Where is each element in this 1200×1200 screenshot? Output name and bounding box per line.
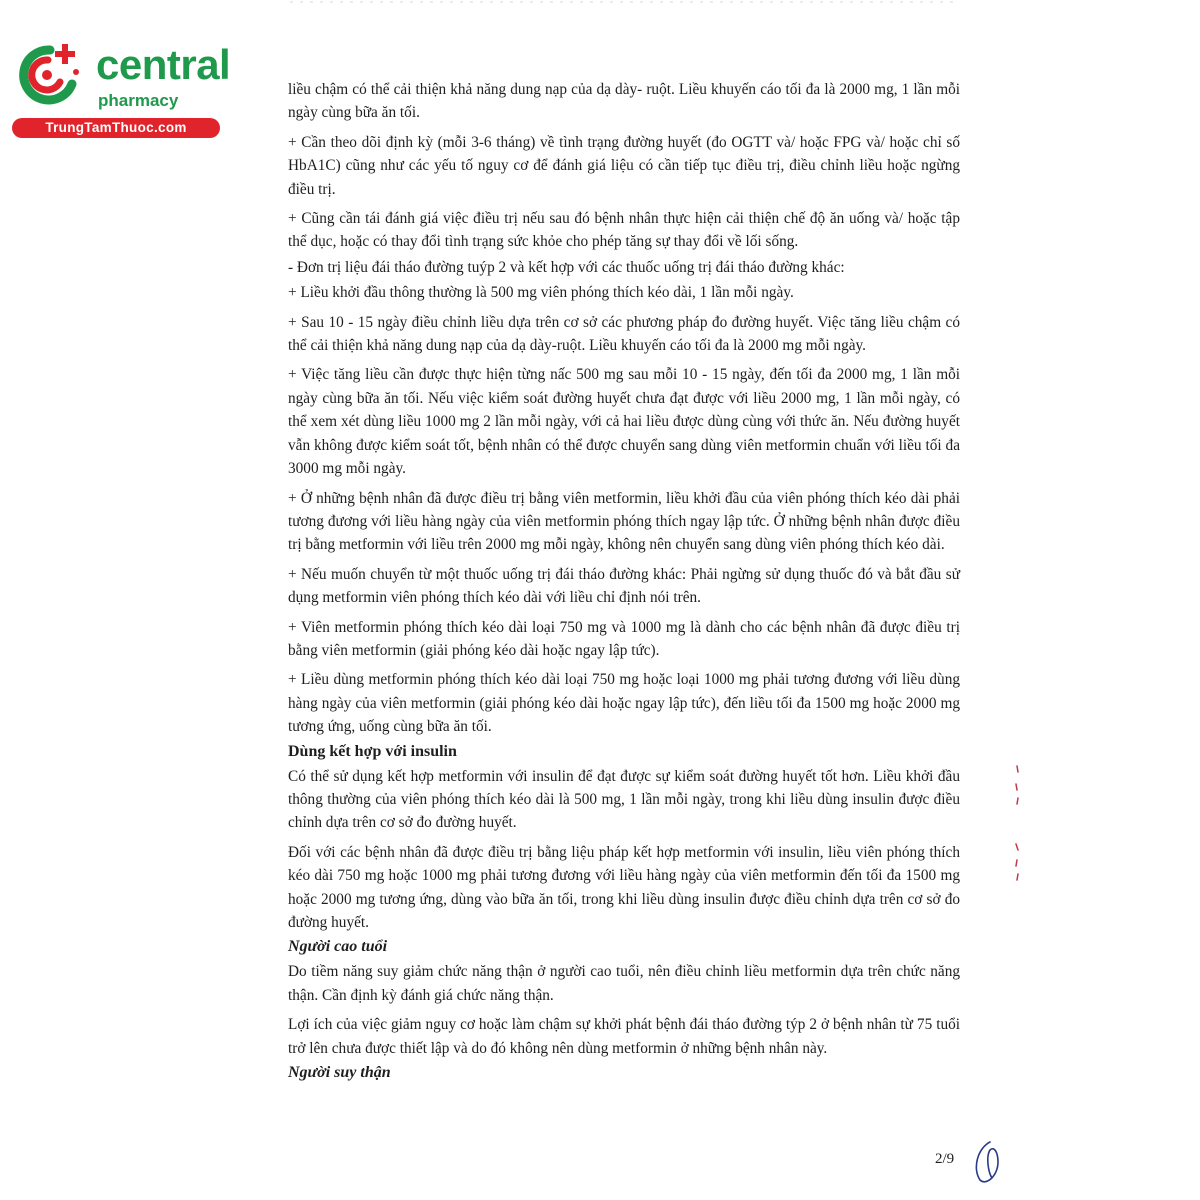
- page-number: 2/9: [935, 1151, 955, 1167]
- paragraph: + Ở những bệnh nhân đã được điều trị bằng viên metformin, liều khởi đầu của viên phóng thích kéo dài phải tương đương với liều hàng ngày của viên metformin phóng thích ngay lập tức. Ở những bệnh nhân được điều trị bằng metformin với liều trên 2000 mg mỗi ngày, không nên chuyển sang dùng viên phóng thích kéo dài.: [288, 489, 960, 554]
- website-banner: TrungTamThuoc.com: [12, 118, 220, 138]
- renal-heading: Người suy thận: [288, 1064, 391, 1082]
- paragraph: Có thể sử dụng kết hợp metformin với insulin để đạt được sự kiểm soát đường huyết tốt hơn. Liều khởi đầu thông thường của viên phóng thích kéo dài là 500 mg, 1 lần mỗi ngày, trong khi liều dùng insulin được điều chỉnh dựa trên cơ sở đo đường huyết.: [288, 767, 960, 832]
- paragraph: Do tiềm năng suy giảm chức năng thận ở người cao tuổi, nên điều chỉnh liều metformin dựa trên chức năng thận. Cần định kỳ đánh giá chức năng thận.: [288, 963, 960, 1004]
- margin-stamp-marks: [1010, 760, 1024, 890]
- paragraph: + Viên metformin phóng thích kéo dài loại 750 mg và 1000 mg là dành cho các bệnh nhân đã được điều trị bằng viên metformin (giải phóng kéo dài hoặc ngay lập tức).: [288, 618, 960, 659]
- scan-top-edge: [290, 0, 960, 6]
- paragraph: + Cũng cần tái đánh giá việc điều trị nếu sau đó bệnh nhân thực hiện cải thiện chế độ ăn uống và/ hoặc tập thể dục, hoặc có thay đổi tình trạng sức khỏe cho phép tăng sự thay đổi về lối sống.: [288, 210, 960, 251]
- paragraph: liều chậm có thể cải thiện khả năng dung nạp của dạ dày- ruột. Liều khuyến cáo tối đa là 2000 mg, 1 lần mỗi ngày cùng bữa ăn tối.: [288, 81, 960, 122]
- insulin-heading: Dùng kết hợp với insulin: [288, 742, 457, 760]
- signature-icon: [968, 1138, 1008, 1188]
- paragraph: + Nếu muốn chuyển từ một thuốc uống trị đái tháo đường khác: Phải ngừng sử dụng thuốc đó và bắt đầu sử dụng metformin viên phóng thích kéo dài với liều chỉ định nói trên.: [288, 565, 960, 607]
- paragraph: + Cần theo dõi định kỳ (mỗi 3-6 tháng) về tình trạng đường huyết (đo OGTT và/ hoặc FPG và/ hoặc chỉ số HbA1C) cũng như các yếu tố nguy cơ để đánh giá liệu có cần tiếp tục điều trị, điều chỉnh liều hoặc ngừng điều trị.: [288, 133, 960, 198]
- paragraph: + Liều dùng metformin phóng thích kéo dài loại 750 mg hoặc loại 1000 mg phải tương đương với liều dùng hàng ngày của viên metformin (giải phóng kéo dài hoặc ngay lập tức), đến liều tối đa 1500 mg hoặc 2000 mg tương ứng, uống cùng bữa ăn tối.: [288, 671, 960, 736]
- central-pharmacy-logo: [10, 38, 231, 138]
- paragraph: Đối với các bệnh nhân đã được điều trị bằng liệu pháp kết hợp metformin với insulin, liều viên phóng thích kéo dài 750 mg hoặc 1000 mg phải tương đương với liều hàng ngày của viên metformin đến tối đa 1500 mg hoặc 2000 mg tương ứng, dùng vào bữa ăn tối, trong khi liều dùng insulin được điều chỉnh dựa trên cơ sở đo đường huyết.: [288, 843, 960, 931]
- paragraph: + Liều khởi đầu thông thường là 500 mg viên phóng thích kéo dài, 1 lần mỗi ngày.: [288, 284, 794, 302]
- document-body: [288, 78, 960, 1086]
- brand-name: central: [96, 41, 231, 88]
- paragraph: + Sau 10 - 15 ngày điều chỉnh liều dựa trên cơ sở các phương pháp đo đường huyết. Việc tăng liều chậm có thể cải thiện khả năng dung nạp của dạ dày-ruột. Liều khuyến cáo tối đa là 2000 mg mỗi ngày.: [288, 313, 960, 355]
- elderly-heading: Người cao tuổi: [288, 938, 388, 956]
- paragraph: Lợi ích của việc giảm nguy cơ hoặc làm chậm sự khởi phát bệnh đái tháo đường týp 2 ở bệnh nhân từ 75 tuổi trở lên chưa được thiết lập và do đó không nên dùng metformin ở những bệnh nhân này.: [288, 1016, 960, 1057]
- brand-subtitle: pharmacy: [98, 91, 179, 110]
- section-intro: - Đơn trị liệu đái tháo đường tuýp 2 và kết hợp với các thuốc uống trị đái tháo đường khác:: [288, 258, 845, 276]
- pharmacy-cross-icon: [10, 38, 84, 112]
- paragraph: + Việc tăng liều cần được thực hiện từng nấc 500 mg sau mỗi 10 - 15 ngày, đến tối đa 2000 mg, 1 lần mỗi ngày cùng bữa ăn tối. Nếu việc kiểm soát đường huyết chưa đạt được với liều 2000 mg, 1 lần mỗi ngày, có thể xem xét dùng liều 1000 mg 2 lần mỗi ngày, với cả hai liều được dùng cùng với thức ăn. Nếu đường huyết vẫn không được kiểm soát tốt, bệnh nhân có thể được chuyển sang dùng viên metformin chuẩn với liều tối đa 3000 mg mỗi ngày.: [288, 366, 960, 478]
